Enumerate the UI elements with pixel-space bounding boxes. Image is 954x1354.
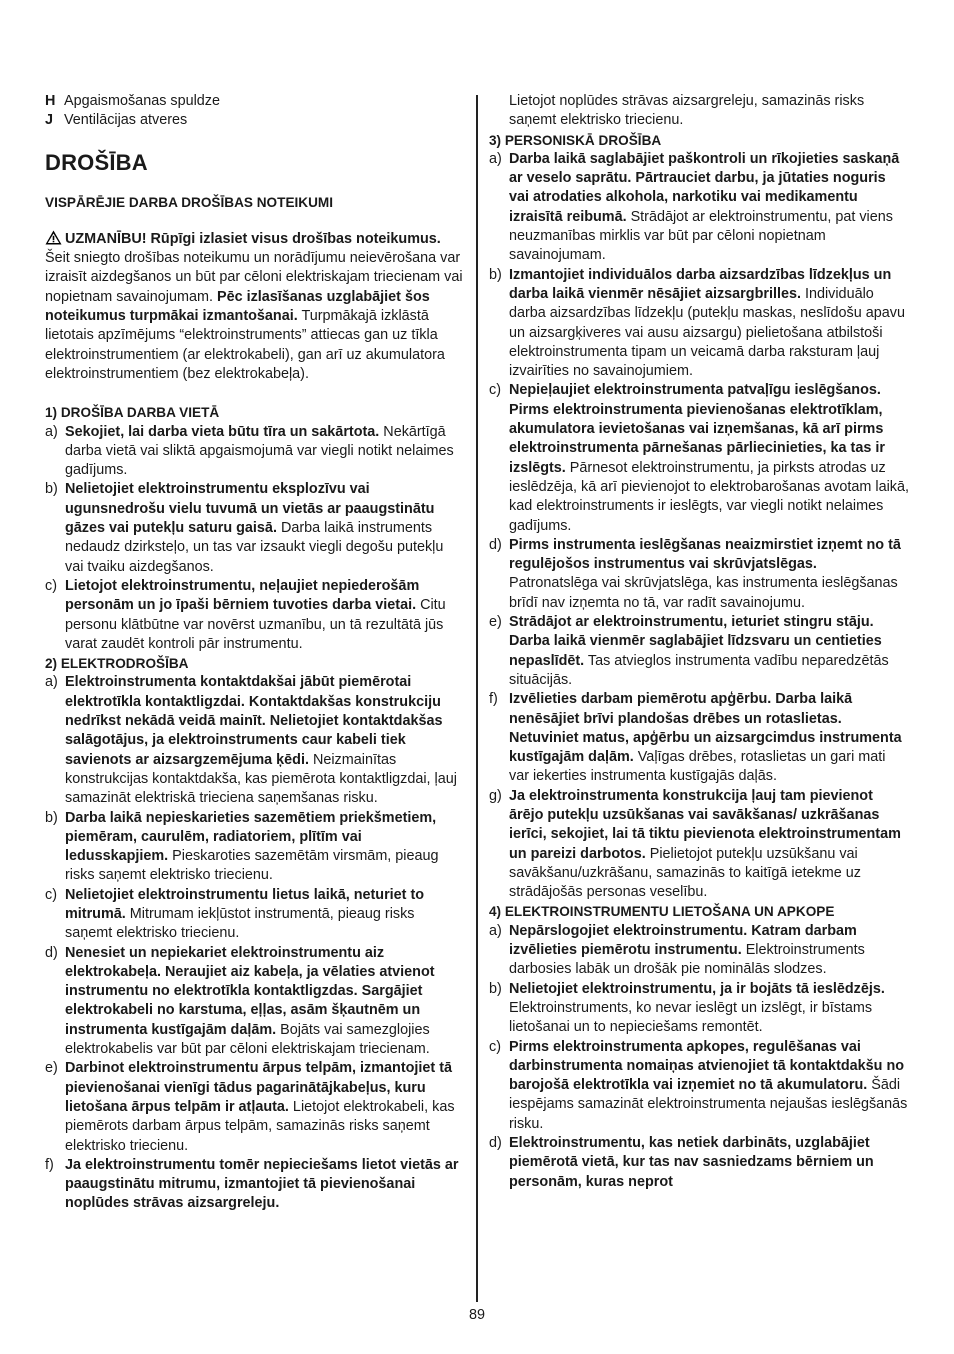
item-text (65, 809, 463, 886)
item-bold: Izmantojiet individuālos darba aizsardzības līdzekļus un darba laikā vienmēr nēsājiet aizsargbrilles. (509, 266, 892, 302)
item-bold: Nepārslogojiet elektroinstrumentu. Katram darbam izvēlieties piemērotu instrumentu. (509, 922, 857, 959)
list-item (489, 690, 909, 786)
item-body: Vaļīgas drēbes, rotaslietas un gari mati var iekerties instrumenta kustīgajās daļās. (509, 749, 886, 785)
item-text (65, 423, 463, 481)
item-bold: Lietojot elektroinstrumentu, neļaujiet nepiederošām personām un jo īpaši bērniem tuvoties darba vietai. (65, 577, 420, 614)
section-subtitle: VISPĀRĒJIE DARBA DROŠĪBAS NOTEIKUMI (45, 194, 334, 210)
item-body: Pielietojot putekļu uzsūkšanu vai savākšanu/uzkrāšanu, samazinās to kaitīgā ietekme uz strādājošās personas veselību. (509, 845, 861, 901)
item-bold: Nelietojiet elektroinstrumentu eksplozīvu vai ugunsnedrošu vielu tuvumā un vietās ar paaugstinātu gāzes vai putekļu saturu gaisā. (65, 481, 435, 537)
item-label: c) (489, 1038, 501, 1055)
list-item (489, 266, 909, 382)
section-heading-4: 4) ELEKTROINSTRUMENTU LIETOŠANA UN APKOPE (489, 904, 835, 920)
item-bold: Sekojiet, lai darba vieta būtu tīra un sakārtota. (65, 423, 380, 440)
item-body: Tas atvieglos instrumenta vadību neparedzētās situācijās. (509, 652, 889, 688)
list-item (45, 944, 463, 1060)
item-text (509, 613, 909, 690)
list-item (45, 480, 463, 576)
item-label: c) (45, 577, 57, 594)
item-bold: Nepieļaujiet elektroinstrumenta patvaļīgu ieslēgšanos. Pirms elektroinstrumenta pievienošanas elektrotīklam, akumulatora ievietošanas vai izņemšanas, kā arī pirms elektroinstrumenta pārnešanas pārliecinieties, ka tas ir izslēgts. (509, 382, 885, 476)
item-text (509, 690, 909, 786)
legend-text: Apgaismošanas spuldze (64, 93, 220, 109)
item-body: Elektroinstruments, ko nevar ieslēgt un izslēgt, ir bīstams lietošanai un to nepieciešams remontēt. (509, 999, 873, 1036)
list-item (45, 577, 463, 654)
list-item (489, 787, 909, 903)
item-body: Šādi iespējams samazināt elektroinstrumenta nejaušas ieslēgšanās risku. (509, 1077, 908, 1132)
list-item (45, 1059, 463, 1155)
item-body: Elektroinstruments darbosies labāk un drošāk pie nominālās slodzes. (509, 942, 865, 978)
item-label: f) (489, 691, 498, 708)
item-body-continued: Lietojot noplūdes strāvas aizsargreleju, samazinās risks saņemt elektrisko triecienu. (509, 93, 865, 129)
list-item (45, 423, 463, 481)
item-text (509, 980, 909, 1038)
item-bold: Nelietojiet elektroinstrumentu, ja ir bojāts tā ieslēdzējs. (509, 980, 885, 997)
item-label: a) (45, 423, 58, 440)
list-item (45, 886, 463, 944)
item-body: Lietojot elektrokabeli, kas piemērots darbam ārpus telpām, samazinās risks saņemt elektrisko triecienu. (65, 1098, 455, 1154)
item-label: b) (489, 266, 502, 283)
item-text (509, 381, 909, 535)
warning-paragraph (45, 230, 463, 384)
item-label: b) (45, 481, 58, 498)
item-label: b) (489, 980, 502, 997)
item-label: c) (45, 886, 57, 903)
item-label: a) (45, 674, 58, 691)
item-bold: Darbinot elektroinstrumentu ārpus telpām, izmantojiet tā pievienošanai vienīgi tādus pagarinātājkabeļus, kuru lietošana ārpus telpām ir atļauta. (65, 1060, 453, 1115)
item-label: e) (489, 614, 502, 631)
item-text (65, 673, 463, 808)
list-item (489, 613, 909, 690)
list-item (489, 536, 909, 613)
warning-text-1: Šeit sniegto drošības noteikumu un norādījumu neievērošana var izraisīt aizdegšanos un būt par cēloni elektriskajam triecienam vai nopietnam savainojumam. (45, 250, 463, 305)
page-number: 89 (468, 1307, 485, 1323)
item-body: Strādājot ar elektroinstrumentu, pat viens neuzmanības mirklis var būt par cēloni nopietnam savainojumam. (509, 208, 893, 264)
item-label: a) (489, 150, 502, 167)
item-text (509, 922, 909, 980)
list-item-continued (489, 92, 909, 131)
list-item (45, 809, 463, 886)
item-text (509, 536, 909, 613)
list-item (489, 381, 909, 535)
item-body: Citu personu klātbūtne var novērst uzmanību, un tā rezultātā jūs varat zaudēt kontroli pār instrumentu. (65, 597, 446, 652)
item-label: g) (489, 787, 502, 804)
item-text (65, 480, 463, 576)
warning-text-2: Turpmākajā izklāstā lietotais apzīmējums “elektroinstruments” attiecas gan uz tīkla elektroinstrumentiem (ar elektrokabeli), gan arī uz akumulatora elektroinstrumentiem (bez elektrokabeļa). (45, 308, 445, 382)
item-body: Patronatslēga vai skrūvjatslēga, kas instrumenta ieslēgšanas brīdī nav izņemta no tā, var radīt savainojumu. (509, 575, 898, 611)
item-bold: Pirms elektroinstrumenta apkopes, regulēšanas vai darbinstrumenta nomaiņas atvienojiet tā kontaktdakšu no barojošā elektrotīkla vai izņemiet no tā akumulatoru. (509, 1038, 905, 1094)
item-text (65, 1059, 463, 1155)
item-text (65, 577, 463, 654)
list-item (45, 1156, 463, 1214)
list-item (489, 1038, 909, 1134)
list-item (45, 673, 463, 808)
item-bold: Nelietojiet elektroinstrumentu lietus laikā, neturiet to mitrumā. (65, 886, 425, 922)
item-label: b) (45, 809, 58, 826)
item-body: Individuālo darba aizsardzības līdzekļu (putekļu maskas, neslīdošu apavu un aizsargķiveres vai ausu aizsargu) pielietošana atbilstoši elektroinstrumenta tipam un veicamā darba raksturam ļauj izvairīties no savainojumiem. (509, 285, 905, 380)
item-bold: Elektroinstrumentu, kas netiek darbināts, uzglabājiet piemērotā vietā, kur tas nav sasniedzams bērniem un personām, kuras neprot (509, 1135, 874, 1190)
legend-key: H (45, 93, 56, 109)
warning-bold-2: Pēc izlasīšanas uzglabājiet šos noteikumus turpmākai izmantošanai. (45, 288, 430, 325)
item-label: e) (45, 1060, 58, 1077)
item-label: d) (45, 944, 58, 961)
left-column (45, 92, 463, 1214)
item-body: Neizmainītas konstrukcijas kontaktdakša, kas piemērota kontaktligzdai, ļauj samazināt elektriskā trieciena saņemšanas risku. (65, 751, 457, 807)
page-title: DROŠĪBA (45, 149, 148, 175)
right-column (489, 92, 909, 1192)
section-heading-3: 3) PERSONISKĀ DROŠĪBA (489, 132, 662, 148)
item-body: Pieskaroties sazemētām virsmām, pieaug risks saņemt elektrisko triecienu. (65, 848, 439, 884)
item-text (65, 1156, 463, 1214)
item-label: f) (45, 1156, 54, 1173)
item-body: Bojāts vai samezglojies elektrokabelis var būt par cēloni elektriskajam triecienam. (65, 1021, 430, 1058)
legend-text: Ventilācijas atveres (64, 112, 188, 129)
warning-triangle-icon (45, 230, 62, 245)
item-body: Darba laikā instruments nedaudz dzirksteļo, un tas var izsaukt viegli degošu putekļu vai tvaiku aizdegšanos. (65, 520, 444, 575)
item-text (509, 266, 909, 382)
item-text (509, 1038, 909, 1134)
item-bold: Pirms instrumenta ieslēgšanas neaizmirstiet izņemt no tā regulējošos instrumentus vai skrūvjatslēgas. (509, 536, 901, 573)
item-text (509, 787, 909, 903)
item-bold: Darba laikā nepieskarieties sazemētiem priekšmetiem, piemēram, caurulēm, radiatoriem, plītīm vai ledusskapjiem. (65, 809, 437, 865)
legend-key: J (45, 112, 54, 129)
item-text (509, 1134, 909, 1192)
item-body: Mitrumam iekļūstot instrumentā, pieaug risks saņemt elektrisko triecienu. (65, 905, 415, 942)
item-body: Nekārtīgā darba vietā vai sliktā apgaismojumā var viegli notikt nelaimes gadījums. (65, 423, 454, 479)
list-item (489, 980, 909, 1038)
item-label: a) (489, 922, 502, 939)
item-bold: Nenesiet un nepiekariet elektroinstrumentu aiz elektrokabeļa. Neraujiet aiz kabeļa, ja vēlaties atvienot instrumentu no elektrotīkla kontaktligzdas. Sargājiet elektrokabeli no karstuma, eļļas, asām šķautnēm un instrumenta kustīgajām daļām. (65, 944, 435, 1038)
column-divider (476, 95, 478, 1302)
item-label: c) (489, 382, 501, 399)
item-bold: Darba laikā saglabājiet paškontroli un rīkojieties saskaņā ar veselo saprātu. Pārtrauciet darbu, ja jūtaties noguris vai atrodaties alkohola, narkotiku vai medikamentu izraisītā reibumā. (509, 150, 900, 225)
list-item (489, 150, 909, 266)
legend-item-j (45, 111, 463, 130)
list-item (489, 1134, 909, 1192)
item-text (65, 944, 463, 1060)
warning-bold-1: UZMANĪBU! Rūpīgi izlasiet visus drošības noteikumus. (65, 230, 441, 247)
item-label: d) (489, 1135, 502, 1152)
item-bold: Ja elektroinstrumentu tomēr nepieciešams lietot vietās ar paaugstinātu mitrumu, izmantojiet tā pievienošanai noplūdes strāvas aizsargreleju. (65, 1156, 459, 1212)
item-bold: Ja elektroinstrumenta konstrukcija ļauj tam pievienot ārējo putekļu uzsūkšanas vai savākšanas/ uzkrāšanas ierīci, sekojiet, lai tā tiktu pievienota elektroinstrumentam un pareizi darbotos. (509, 787, 901, 862)
item-bold: Strādājot ar elektroinstrumentu, ieturiet stingru stāju. Darba laikā vienmēr saglabājiet līdzsvaru un centieties nepaslīdēt. (509, 614, 882, 669)
item-text (65, 886, 463, 944)
section-heading-2: 2) ELEKTRODROŠĪBA (45, 656, 189, 672)
item-bold: Izvēlieties darbam piemērotu apģērbu. Darba laikā nenēsājiet brīvi plandošas drēbes un rotaslietas. Netuviniet matus, apģērbu un aizsargcimdus instrumenta kustīgajām daļām. (509, 691, 902, 766)
item-text (509, 150, 909, 266)
item-label: d) (489, 536, 502, 553)
section-heading-1: 1) DROŠĪBA DARBA VIETĀ (45, 405, 220, 421)
list-item (489, 922, 909, 980)
item-body: Pārnesot elektroinstrumentu, ja pirksts atrodas uz ieslēdzēja, kā arī pievienojot to elektrobarošanas avotam laikā, kad elektroinstruments ir ieslēgts, var viegli notikt nelaimes gadījums. (509, 459, 909, 534)
item-bold: Elektroinstrumenta kontaktdakšai jābūt piemērotai elektrotīkla kontaktligzdai. Kontaktdakšas konstrukciju nedrīkst nekādā veidā mainīt. Nelietojiet kontaktdakšas salāgotājus, ja elektroinstruments caur kabeli tiek savienots ar aizsargzemējuma ķēdi. (65, 674, 443, 768)
legend-item-h (45, 92, 463, 111)
